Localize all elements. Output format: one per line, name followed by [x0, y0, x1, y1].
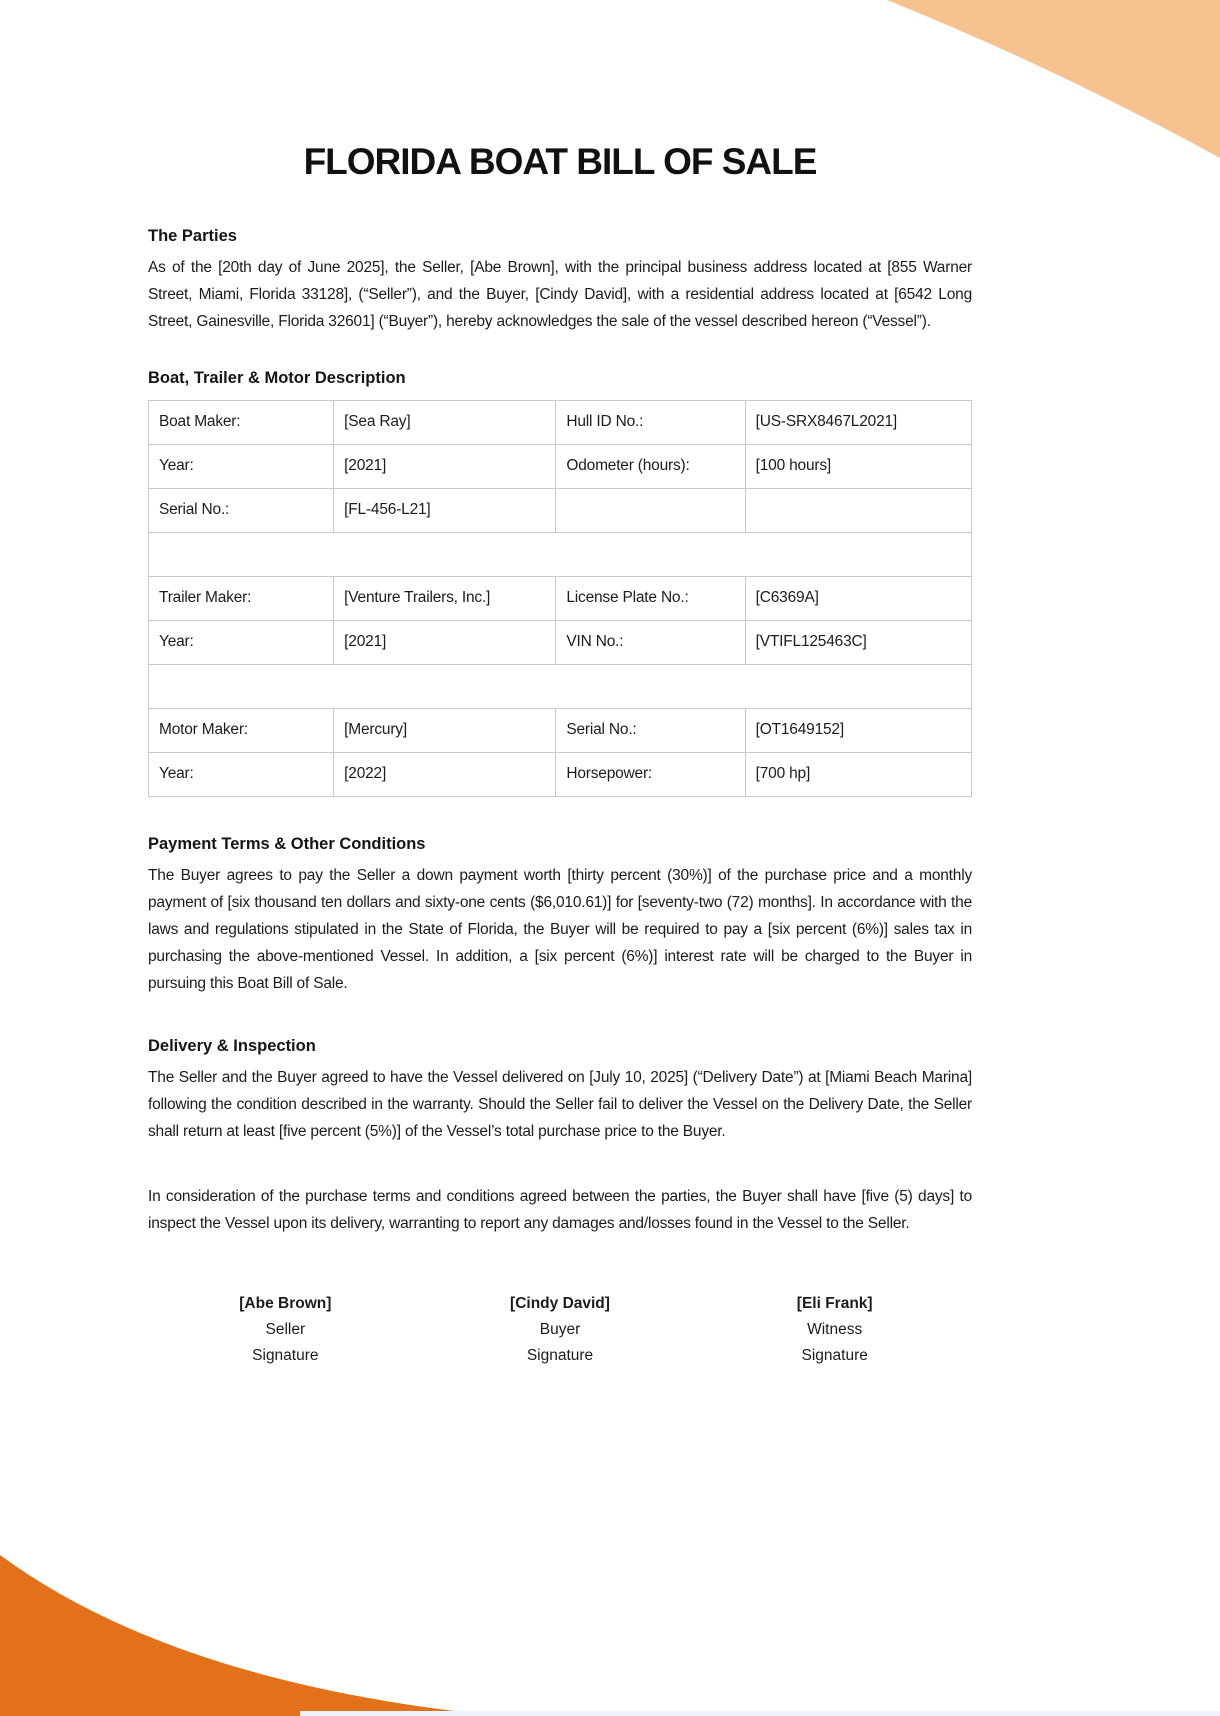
section-heading-delivery: Delivery & Inspection — [148, 1036, 316, 1055]
table-cell-label: Year: — [149, 752, 334, 796]
paragraph-delivery-1: The Seller and the Buyer agreed to have the Vessel delivered on [July 10, 2025] (“Delivery Date”) at [Miami Beach Marina] following the condition described in the warranty. Should the Seller fail to deliver the Vessel on the Delivery Date, the Seller shall return at least [five percent (5%)] of the Vessel’s total purchase price to the Buyer. — [148, 1068, 972, 1140]
table-cell-label: Odometer (hours): — [556, 444, 745, 488]
page-bottom-edge — [300, 1711, 1220, 1716]
bottom-left-corner-decoration — [0, 1555, 480, 1716]
table-cell-value: [VTIFL125463C] — [745, 620, 971, 664]
table-cell-value: [Venture Trailers, Inc.] — [334, 576, 556, 620]
table-cell-label: Serial No.: — [149, 488, 334, 532]
section-heading-payment: Payment Terms & Other Conditions — [148, 834, 426, 853]
section-heading-parties: The Parties — [148, 226, 237, 245]
table-cell-label: Motor Maker: — [149, 708, 334, 752]
table-cell-label: Trailer Maker: — [149, 576, 334, 620]
table-row-spacer — [149, 664, 972, 708]
table-cell-label: Hull ID No.: — [556, 400, 745, 444]
table-row-trailer-year — [149, 620, 972, 664]
table-cell-label: Year: — [149, 620, 334, 664]
table-cell-value: [2021] — [334, 620, 556, 664]
signature-block — [148, 1291, 972, 1369]
signature-name: [Eli Frank] — [796, 1294, 873, 1312]
paragraph-parties: As of the [20th day of June 2025], the Seller, [Abe Brown], with the principal business address located at [855 Warner Street, Miami, Florida 33128], (“Seller”), and the Buyer, [Cindy David], with a residential address located at [6542 Long Street, Gainesville, Florida 32601] (“Buyer”), hereby acknowledges the sale of the vessel described hereon (“Vessel”). — [148, 258, 972, 330]
table-cell-value — [745, 488, 971, 532]
table-cell-label: VIN No.: — [556, 620, 745, 664]
table-row-boat-year — [149, 444, 972, 488]
table-row-motor-maker — [149, 708, 972, 752]
signature-label: Signature — [526, 1346, 594, 1364]
page-title: FLORIDA BOAT BILL OF SALE — [303, 141, 817, 182]
signature-label: Signature — [252, 1346, 319, 1364]
table-row-trailer-maker — [149, 576, 972, 620]
description-table — [148, 400, 972, 797]
signature-buyer — [423, 1291, 698, 1369]
document-content — [148, 0, 972, 1369]
table-cell-label — [556, 488, 745, 532]
table-spacer-cell — [149, 664, 972, 708]
table-cell-value: [C6369A] — [745, 576, 971, 620]
table-spacer-cell — [149, 532, 972, 576]
bottom-left-corner-shape — [0, 1555, 480, 1716]
paragraph-payment: The Buyer agrees to pay the Seller a down payment worth [thirty percent (30%)] of the purchase price and a monthly payment of [six thousand ten dollars and sixty-one cents ($6,010.61)] for [seventy-two (72) months]. In accordance with the laws and regulations stipulated in the State of Florida, the Buyer will be required to pay a [six percent (6%)] sales tax in purchasing the above-mentioned Vessel. In addition, a [six percent (6%)] interest rate will be charged to the Buyer in pursuing this Boat Bill of Sale. — [148, 866, 972, 992]
table-cell-value: [100 hours] — [745, 444, 971, 488]
paragraph-delivery-2: In consideration of the purchase terms and conditions agreed between the parties, the Buyer shall have [five (5) days] to inspect the Vessel upon its delivery, warranting to report any damages and/losses found in the Vessel to the Seller. — [148, 1187, 972, 1232]
table-cell-value: [700 hp] — [745, 752, 971, 796]
table-cell-value: [FL-456-L21] — [334, 488, 556, 532]
signature-role: Seller — [265, 1320, 306, 1338]
signature-witness — [697, 1291, 972, 1369]
table-row-spacer — [149, 532, 972, 576]
table-cell-value: [Mercury] — [334, 708, 556, 752]
table-cell-label: Serial No.: — [556, 708, 745, 752]
table-cell-label: Year: — [149, 444, 334, 488]
table-cell-value: [2021] — [334, 444, 556, 488]
table-cell-value: [2022] — [334, 752, 556, 796]
signature-role: Buyer — [539, 1320, 581, 1338]
signature-name: [Abe Brown] — [239, 1294, 332, 1312]
table-row-boat-serial — [149, 488, 972, 532]
table-cell-value: [US-SRX8467L2021] — [745, 400, 971, 444]
table-row-boat-maker — [149, 400, 972, 444]
table-cell-label: License Plate No.: — [556, 576, 745, 620]
table-row-motor-year — [149, 752, 972, 796]
signature-label: Signature — [801, 1346, 868, 1364]
signature-seller — [148, 1291, 423, 1369]
table-cell-value: [OT1649152] — [745, 708, 971, 752]
signature-role: Witness — [807, 1320, 863, 1338]
section-heading-description: Boat, Trailer & Motor Description — [148, 368, 406, 387]
table-cell-value: [Sea Ray] — [334, 400, 556, 444]
signature-name: [Cindy David] — [510, 1294, 610, 1312]
table-cell-label: Boat Maker: — [149, 400, 334, 444]
table-cell-label: Horsepower: — [556, 752, 745, 796]
